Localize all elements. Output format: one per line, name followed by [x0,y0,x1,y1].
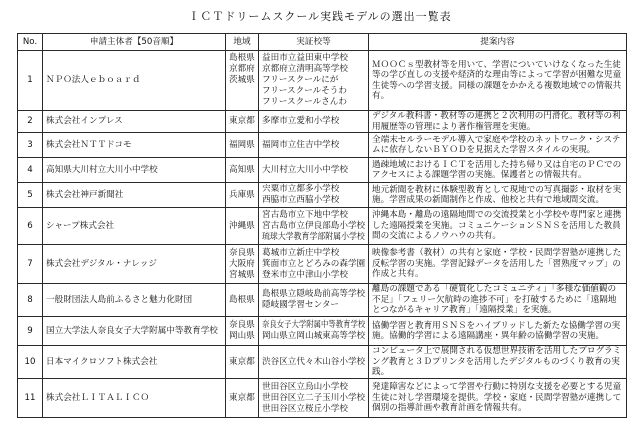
region-name: 宮城県 [229,269,255,280]
school-list [259,111,369,133]
school-name: 島根県立隠岐島前高等学校 [262,289,366,299]
proposal-text: 過疎地域におけるＩＣＴを活用した持ち帰り又は自宅のＰＣでのアクセスによる課題学習の実施。保護者との情報共有。 [369,158,627,183]
school-name: 渋谷区立代々木山谷小学校 [262,356,366,367]
header-proposal: 提案内容 [369,34,627,51]
table-row [18,51,627,111]
header-schools: 実証校等 [259,34,369,51]
applicant-cell [43,111,226,133]
region-name: 東京都 [229,116,255,126]
region-list [226,245,259,284]
school-name: 岡山県立岡山城東高等学校 [262,331,366,341]
table-row [18,346,627,379]
table-row [18,111,627,133]
school-list [259,158,369,183]
region-list [226,284,259,317]
region-name: 福岡県 [229,139,255,150]
row-number: 5 [18,183,43,208]
applicant-cell [43,208,226,245]
region-name: 東京都 [229,392,255,403]
region-list [226,379,259,418]
school-name: フリースクールそうわ [262,86,347,96]
applicant-cell [43,346,226,379]
applicant-name: 国立大学法人奈良女子大学附属中等教育学校 [46,325,218,336]
region-list [226,317,259,346]
row-number: 11 [18,379,43,418]
applicant-cell [43,245,226,284]
row-number: 9 [18,317,43,346]
row-number: 10 [18,346,43,379]
proposal-text: 沖縄本島・離島の遠隔地間での交流授業と小学校や専門家と連携した遠隔授業を実施。コミュニケーションＳＮＳを活用した教員間の交流によるノウハウの共有。 [369,208,627,245]
table-header [18,34,627,51]
school-list [259,208,369,245]
table-row [18,208,627,245]
school-list [259,346,369,379]
row-number: 2 [18,111,43,133]
applicant-name: 株式会社デジタル・ナレッジ [46,258,157,269]
applicant-cell [43,183,226,208]
row-number: 6 [18,208,43,245]
proposal-text: 地元新聞を教材に体験型教育として現地での写真撮影・取材を実施。学習成果の新聞制作と作成、他校と共有で地域間交流。 [369,183,627,208]
school-name: 琉球大学教育学部附属小学校 [262,231,365,242]
school-name: 奈良女子大学附属中等教育学校 [262,320,366,330]
table-row [18,284,627,317]
selection-table [17,33,627,418]
proposal-text: 全端末セルラーモデル導入で家庭や学校のネットワーク・システムに依存しないＢＹＯＤを見据えた学習スタイルの実現。 [369,133,627,158]
header-no: No. [18,34,43,51]
region-list [226,133,259,158]
table-body [18,51,627,418]
region-name: 兵庫県 [229,189,255,200]
page-title: ＩＣＴドリームスクール実践モデルの選出一覧表 [188,10,452,23]
header-applicant: 申請主体者【50音順】 [43,34,226,51]
row-number: 8 [18,284,43,317]
school-name: 登米市立中津山小学校 [262,269,348,280]
school-list [259,133,369,158]
region-name: 岡山県 [229,331,255,341]
proposal-text: 離島の課題である「硬質化したコミュニティ」「多様な価値観の不足」「フェリー欠航時の進捗不可」を打破するために「遠隔地とつながるキャリア教育」「遠隔授業」を実施。 [369,284,627,317]
table-row [18,133,627,158]
applicant-name: 株式会社神戸新聞社 [46,189,124,200]
school-list [259,379,369,418]
school-name: 箕面市立とどろみの森学園 [262,258,366,269]
region-name: 京都府 [229,64,255,74]
school-list [259,245,369,284]
applicant-cell [43,317,226,346]
proposal-text: ＭＯＯＣｓ型教材等を用いて、学習についていけなくなった生徒等の学び直しの支援や経済的な理由等によって学習が困難な児童生徒等への学習支援。同様の課題をかかえる複数地域での情報共有。 [369,51,627,111]
table-row [18,379,627,418]
header-region: 地域 [226,34,259,51]
applicant-name: 株式会社ＮＴＴドコモ [46,139,132,150]
applicant-cell [43,158,226,183]
applicant-name: 日本マイクロソフト株式会社 [46,356,158,367]
region-list [226,208,259,245]
school-list [259,284,369,317]
school-name: 京都府立清明高等学校 [262,64,348,74]
region-name: 島根県 [229,294,255,305]
row-number: 1 [18,51,43,111]
proposal-text: 映像参考書（教材）の共有と家庭・学校・民間学習塾が連携した反転学習の実施。学習記録データを活用した「習熟度マップ」の作成と共有。 [369,245,627,284]
proposal-text: 協働学習と教育用ＳＮＳをハイブリッドした新たな協働学習の実施。協働的学習による遠隔講座・異年齢の協働学習の実施。 [369,317,627,346]
school-name: 益田市立益田東中学校 [262,53,348,63]
school-name: 宍粟市立都多小学校 [262,184,340,194]
region-list [226,111,259,133]
row-number: 4 [18,158,43,183]
applicant-name: ＮＰＯ法人ｅｂｏａｒｄ [46,75,141,85]
proposal-text: コンピュータ上で展開される仮想世界技術を活用したプログラミング教育と３Ｄプリンタを活用したデジタルものづくり教育の実践。 [369,346,627,379]
region-name: 東京都 [229,356,255,367]
school-name: フリースクールにが [262,75,339,85]
applicant-cell [43,379,226,418]
region-list [226,183,259,208]
table-row [18,317,627,346]
table-row [18,245,627,284]
region-list [226,51,259,111]
applicant-name: 株式会社インプレス [46,116,123,126]
school-name: 大川村立大川小中学校 [262,164,348,175]
applicant-cell [43,51,226,111]
school-name: 隠岐國学習センター [262,300,340,310]
school-name: フリースクールさんわ [262,97,347,107]
school-list [259,51,369,111]
school-name: 西脇市立西脇小学校 [262,195,340,205]
applicant-name: 一般財団法人島前ふるさと魅力化財団 [46,294,193,305]
header-row [18,34,627,51]
applicant-name: 株式会社ＬＩＴＡＬＩＣＯ [46,392,150,403]
region-name: 大阪府 [229,258,255,269]
region-name: 島根県 [229,53,255,63]
applicant-cell [43,284,226,317]
school-name: 世田谷区立二子玉川小学校 [262,392,366,403]
school-name: 宮古島市立伊良部島小学校 [262,220,366,231]
region-name: 高知県 [229,164,255,175]
row-number: 3 [18,133,43,158]
region-name: 奈良県 [229,320,255,330]
school-name: 葛城市立新庄中学校 [262,247,340,258]
table-row [18,158,627,183]
applicant-name: 高知県大川村立大川小中学校 [46,164,158,175]
row-number: 7 [18,245,43,284]
school-name: 宮古島市立下地中学校 [262,209,348,220]
proposal-text: 発達障害などによって学習や行動に特別な支援を必要とする児童生徒に対し学習環境を提供。学校・家庭・民間学習塾が連携して個別の指導計画や教育計画を情報共有。 [369,379,627,418]
applicant-cell [43,133,226,158]
applicant-name: シャープ株式会社 [46,220,115,231]
region-list [226,158,259,183]
school-name: 世田谷区立烏山小学校 [262,381,348,392]
region-name: 奈良県 [229,247,255,258]
region-list [226,346,259,379]
school-name: 世田谷区立桜丘小学校 [262,403,348,414]
region-name: 茨城県 [229,75,255,85]
school-name: 多摩市立愛和小学校 [262,116,340,126]
school-list [259,317,369,346]
region-name: 沖縄県 [229,220,255,231]
table-row [18,183,627,208]
school-list [259,183,369,208]
school-name: 福岡市立住吉中学校 [262,139,340,150]
proposal-text: デジタル教科書・教材等の連携と２次利用の円滑化。教材等の利用履歴等の管理により著作権管理を実施。 [369,111,627,133]
